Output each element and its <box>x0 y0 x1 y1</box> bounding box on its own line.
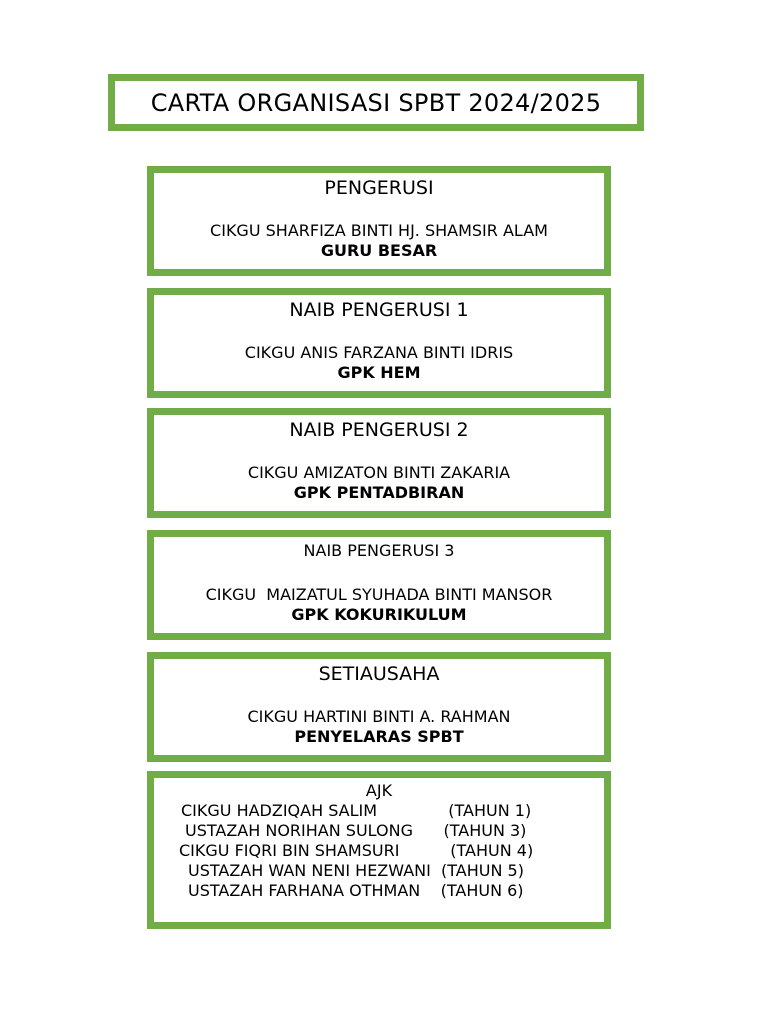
ajk-member: CIKGU FIQRI BIN SHAMSURI (TAHUN 4) <box>179 841 534 860</box>
member-name: CIKGU MAIZATUL SYUHADA BINTI MANSOR <box>205 585 553 604</box>
setiausaha-box <box>147 652 611 762</box>
ajk-member: CIKGU HADZIQAH SALIM (TAHUN 1) <box>181 801 532 820</box>
ajk-member: USTAZAH FARHANA OTHMAN (TAHUN 6) <box>188 881 524 900</box>
ajk-member: USTAZAH NORIHAN SULONG (TAHUN 3) <box>185 821 527 840</box>
naib-pengerusi-1-box <box>147 288 611 398</box>
pengerusi-box <box>147 166 611 276</box>
ajk-box <box>147 771 611 929</box>
member-post: GPK PENTADBIRAN <box>293 483 465 502</box>
member-name: CIKGU ANIS FARZANA BINTI IDRIS <box>244 343 514 362</box>
role-label: NAIB PENGERUSI 1 <box>289 299 469 321</box>
role-label: PENGERUSI <box>324 177 434 199</box>
ajk-member: USTAZAH WAN NENI HEZWANI (TAHUN 5) <box>188 861 524 880</box>
role-label: NAIB PENGERUSI 3 <box>303 541 455 560</box>
naib-pengerusi-3-box <box>147 530 611 640</box>
ajk-title: AJK <box>365 781 393 800</box>
role-label: SETIAUSAHA <box>318 663 440 685</box>
role-label: NAIB PENGERUSI 2 <box>289 419 469 441</box>
chart-title-box <box>108 74 644 131</box>
member-name: CIKGU SHARFIZA BINTI HJ. SHAMSIR ALAM <box>210 221 548 240</box>
member-post: GURU BESAR <box>320 241 438 260</box>
chart-title: CARTA ORGANISASI SPBT 2024/2025 <box>150 89 602 117</box>
member-name: CIKGU AMIZATON BINTI ZAKARIA <box>247 463 511 482</box>
member-post: GPK KOKURIKULUM <box>291 605 467 624</box>
member-name: CIKGU HARTINI BINTI A. RAHMAN <box>247 707 511 726</box>
member-post: GPK HEM <box>337 363 421 382</box>
naib-pengerusi-2-box <box>147 408 611 518</box>
member-post: PENYELARAS SPBT <box>294 727 464 746</box>
